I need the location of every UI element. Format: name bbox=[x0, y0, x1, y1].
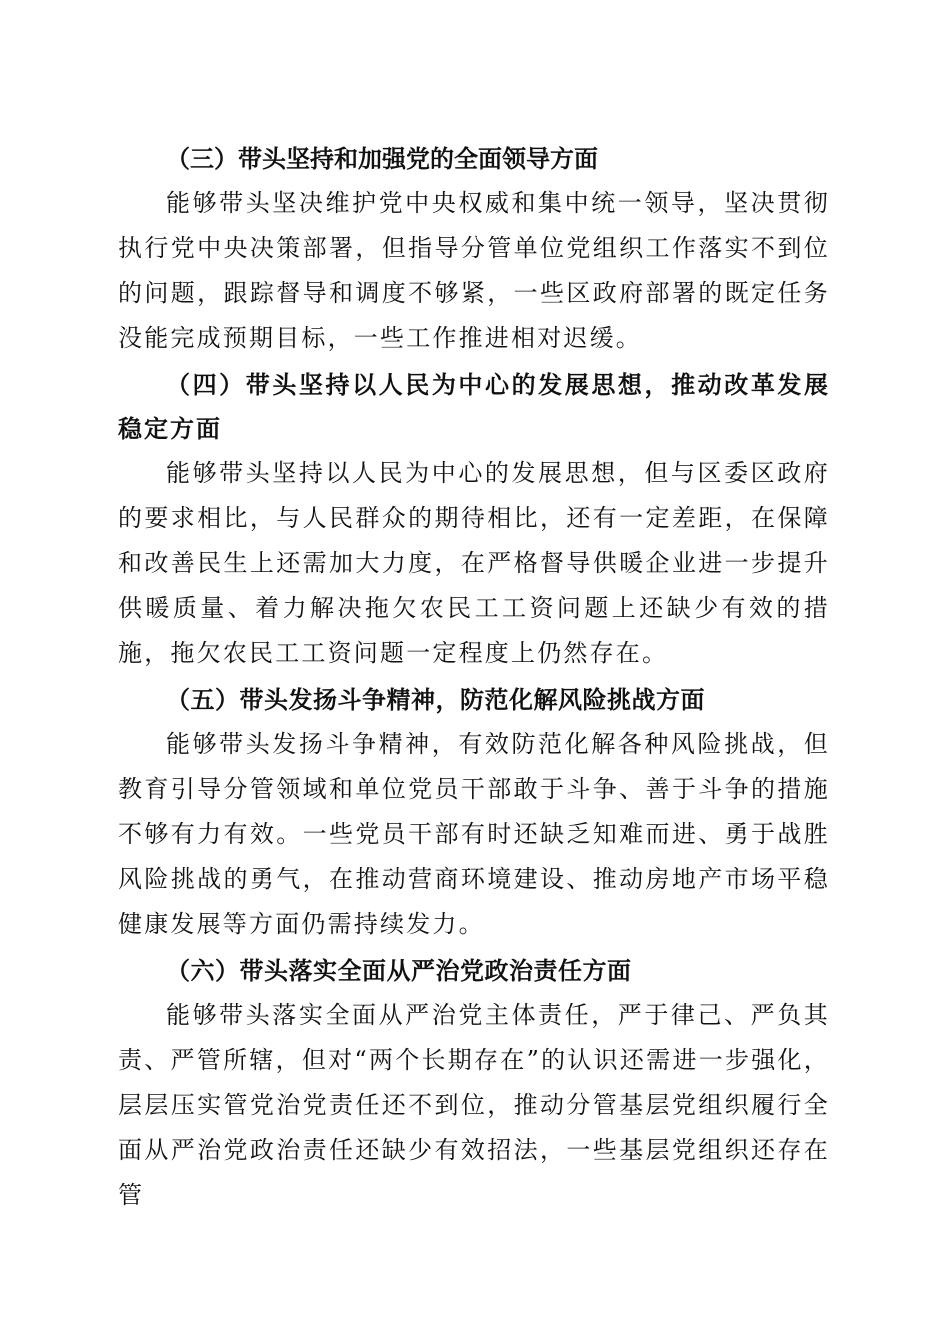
document-body bbox=[118, 137, 830, 1218]
section-six bbox=[118, 949, 830, 1218]
section-heading: （三）带头坚持和加强党的全面领导方面 bbox=[166, 144, 598, 173]
section-paragraph: 能够带头坚决维护党中央权威和集中统一领导，坚决贯彻执行党中央决策部署，但指导分管单位党组织工作落实不到位的问题，跟踪督导和调度不够紧，一些区政府部署的既定任务没能完成预期目标，一些工作推进相对迟缓。 bbox=[118, 189, 830, 352]
section-heading: （五）带头发扬斗争精神，防范化解风险挑战方面 bbox=[166, 685, 705, 714]
section-four bbox=[118, 363, 830, 676]
section-three bbox=[118, 137, 830, 361]
section-heading: （六）带头落实全面从严治党政治责任方面 bbox=[166, 956, 632, 985]
section-five bbox=[118, 678, 830, 947]
section-paragraph: 能够带头发扬斗争精神，有效防范化解各种风险挑战，但教育引导分管领域和单位党员干部敢于斗争、善于斗争的措施不够有力有效。一些党员干部有时还缺乏知难而进、勇于战胜风险挑战的勇气，在推动营商环境建设、推动房地产市场平稳健康发展等方面仍需持续发力。 bbox=[118, 730, 830, 938]
section-paragraph: 能够带头落实全面从严治党主体责任，严于律己、严负其责、严管所辖，但对“两个长期存在”的认识还需进一步强化，层层压实管党治党责任还不到位，推动分管基层党组织履行全面从严治党政治责任还缺少有效招法，一些基层党组织还存在管 bbox=[118, 1001, 830, 1209]
section-heading: （四）带头坚持以人民为中心的发展思想，推动改革发展稳定方面 bbox=[118, 370, 830, 443]
section-paragraph: 能够带头坚持以人民为中心的发展思想，但与区委区政府的要求相比，与人民群众的期待相比，还有一定差距，在保障和改善民生上还需加大力度，在严格督导供暖企业进一步提升供暖质量、着力解决拖欠农民工工资问题上还缺少有效的措施，拖欠农民工工资问题一定程度上仍然存在。 bbox=[118, 459, 830, 667]
